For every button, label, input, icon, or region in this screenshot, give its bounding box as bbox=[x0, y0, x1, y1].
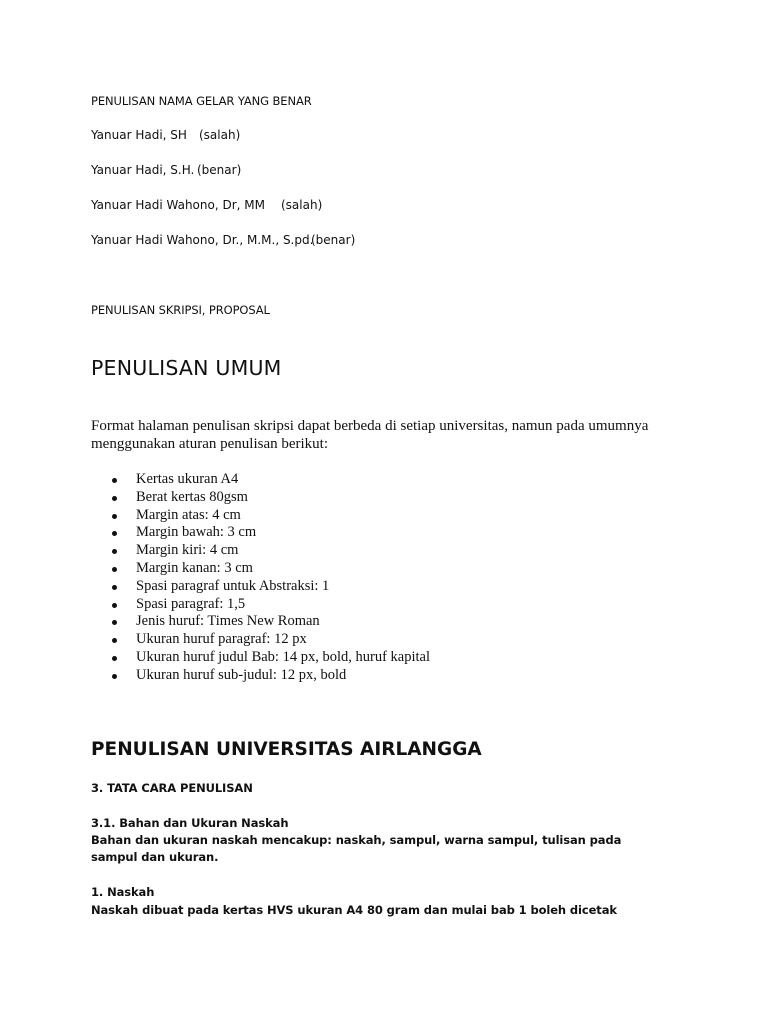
example-name: Yanuar Hadi, SH bbox=[91, 128, 187, 142]
list-item bbox=[91, 542, 430, 560]
list-item-text: Spasi paragraf: 1,5 bbox=[136, 595, 246, 612]
bullet-icon bbox=[112, 638, 117, 643]
list-item-text: Margin atas: 4 cm bbox=[136, 506, 241, 523]
list-item bbox=[91, 560, 430, 578]
list-item-text: Berat kertas 80gsm bbox=[136, 488, 248, 505]
list-item-text: Ukuran huruf sub-judul: 12 px, bold bbox=[136, 666, 347, 683]
rules-list bbox=[91, 471, 430, 685]
list-item bbox=[91, 649, 430, 667]
title-penulisan-umum: PENULISAN UMUM bbox=[91, 356, 282, 380]
list-item-text: Spasi paragraf untuk Abstraksi: 1 bbox=[136, 577, 330, 594]
list-item bbox=[91, 631, 430, 649]
intro-line-2: menggunakan aturan penulisan berikut: bbox=[91, 435, 329, 452]
example-line-1 bbox=[91, 128, 240, 142]
heading-skripsi-proposal: PENULISAN SKRIPSI, PROPOSAL bbox=[91, 303, 270, 317]
list-item bbox=[91, 524, 430, 542]
example-verdict: (salah) bbox=[199, 128, 241, 142]
list-item bbox=[91, 596, 430, 614]
title-penulisan-unair: PENULISAN UNIVERSITAS AIRLANGGA bbox=[91, 739, 482, 760]
heading-nama-gelar: PENULISAN NAMA GELAR YANG BENAR bbox=[91, 94, 312, 108]
bullet-icon bbox=[112, 567, 117, 572]
list-item bbox=[91, 613, 430, 631]
bullet-icon bbox=[112, 585, 117, 590]
bullet-icon bbox=[112, 620, 117, 625]
bullet-icon bbox=[112, 514, 117, 519]
example-verdict: (benar) bbox=[197, 163, 242, 177]
list-item bbox=[91, 578, 430, 596]
list-item bbox=[91, 667, 430, 685]
example-name: Yanuar Hadi Wahono, Dr., M.M., S.pd. bbox=[91, 233, 314, 247]
list-item-text: Margin kanan: 3 cm bbox=[136, 559, 253, 576]
list-item bbox=[91, 489, 430, 507]
example-line-2 bbox=[91, 163, 241, 177]
naskah-line-1: Naskah dibuat pada kertas HVS ukuran A4 80 gram dan mulai bab 1 boleh dicetak bbox=[91, 903, 617, 917]
intro-line-1: Format halaman penulisan skripsi dapat berbeda di setiap universitas, namun pada umumnya bbox=[91, 418, 649, 434]
list-item bbox=[91, 507, 430, 525]
bullet-icon bbox=[112, 549, 117, 554]
example-name: Yanuar Hadi Wahono, Dr, MM bbox=[91, 198, 265, 212]
example-verdict: (benar) bbox=[311, 233, 356, 247]
bullet-icon bbox=[112, 656, 117, 661]
bahan-line-2: sampul dan ukuran. bbox=[91, 850, 219, 864]
heading-naskah: 1. Naskah bbox=[91, 885, 155, 899]
heading-bahan-ukuran: 3.1. Bahan dan Ukuran Naskah bbox=[91, 816, 289, 830]
bullet-icon bbox=[112, 603, 117, 608]
list-item-text: Ukuran huruf paragraf: 12 px bbox=[136, 631, 307, 648]
example-line-4 bbox=[91, 233, 355, 247]
heading-tata-cara: 3. TATA CARA PENULISAN bbox=[91, 781, 253, 795]
example-name: Yanuar Hadi, S.H. bbox=[91, 163, 195, 177]
list-item-text: Ukuran huruf judul Bab: 14 px, bold, huruf kapital bbox=[136, 648, 430, 665]
example-line-3 bbox=[91, 198, 322, 212]
bahan-line-1: Bahan dan ukuran naskah mencakup: naskah, sampul, warna sampul, tulisan pada bbox=[91, 833, 622, 847]
bullet-icon bbox=[112, 531, 117, 536]
list-item bbox=[91, 471, 430, 489]
bullet-icon bbox=[112, 478, 117, 483]
list-item-text: Margin bawah: 3 cm bbox=[136, 524, 257, 541]
list-item-text: Margin kiri: 4 cm bbox=[136, 542, 239, 559]
bullet-icon bbox=[112, 674, 117, 679]
example-verdict: (salah) bbox=[281, 198, 323, 212]
intro-paragraph bbox=[91, 418, 648, 453]
bullet-icon bbox=[112, 496, 117, 501]
list-item-text: Jenis huruf: Times New Roman bbox=[136, 613, 320, 630]
list-item-text: Kertas ukuran A4 bbox=[136, 471, 239, 487]
